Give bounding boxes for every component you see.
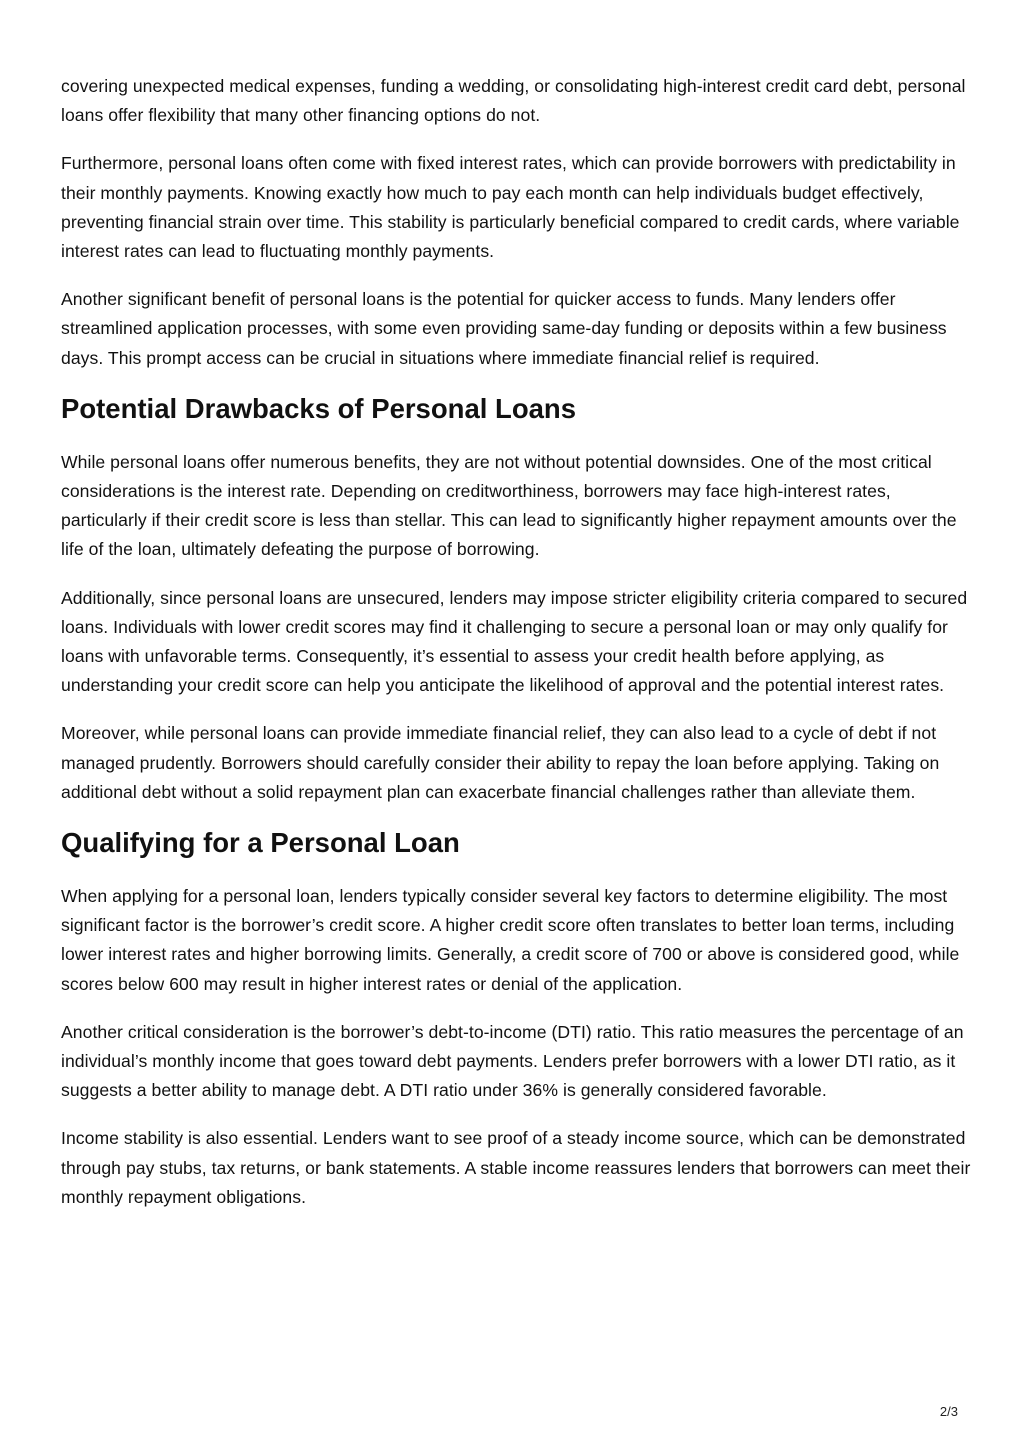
- paragraph-fixed-interest-rates: Furthermore, personal loans often come with fixed interest rates, which can provide borrowers with predictability in their monthly payments. Knowing exactly how much to pay each month can help individuals budget effectively, preventing financial strain over time. This stability is particularly beneficial compared to credit cards, where variable interest rates can lead to fluctuating monthly payments.: [61, 153, 960, 262]
- document-body: [61, 72, 971, 1231]
- paragraph-debt-cycle: Moreover, while personal loans can provide immediate financial relief, they can also lead to a cycle of debt if not managed prudently. Borrowers should carefully consider their ability to repay the loan before applying. Taking on additional debt without a solid repayment plan can exacerbate financial challenges rather than alleviate them.: [61, 723, 940, 802]
- paragraph-eligibility-criteria: Additionally, since personal loans are unsecured, lenders may impose stricter eligibility criteria compared to secured loans. Individuals with lower credit scores may find it challenging to secure a personal loan or may only qualify for loans with unfavorable terms. Consequently, it’s essential to assess your credit health before applying, as understanding your credit score can help you anticipate the likelihood of approval and the potential interest rates.: [61, 587, 968, 696]
- paragraph-income-stability: Income stability is also essential. Lenders want to see proof of a steady income source, which can be demonstrated through pay stubs, tax returns, or bank statements. A stable income reassures lenders that borrowers can meet their monthly repayment obligations.: [61, 1128, 971, 1207]
- heading-qualifying: Qualifying for a Personal Loan: [61, 827, 460, 859]
- page-number: 2/3: [939, 1404, 958, 1419]
- paragraph-quicker-access: Another significant benefit of personal loans is the potential for quicker access to funds. Many lenders offer streamlined application processes, with some even providing same-day funding or deposits within a few business days. This prompt access can be crucial in situations where immediate financial relief is required.: [61, 289, 947, 368]
- paragraph-interest-rate-downsides: While personal loans offer numerous benefits, they are not without potential downsides. One of the most critical considerations is the interest rate. Depending on creditworthiness, borrowers may face high-interest rates, particularly if their credit score is less than stellar. This can lead to significantly higher repayment amounts over the life of the loan, ultimately defeating the purpose of borrowing.: [61, 451, 957, 560]
- paragraph-credit-score: When applying for a personal loan, lenders typically consider several key factors to determine eligibility. The most significant factor is the borrower’s credit score. A higher credit score often translates to better loan terms, including lower interest rates and higher borrowing limits. Generally, a credit score of 700 or above is considered good, while scores below 600 may result in higher interest rates or denial of the application.: [61, 886, 960, 994]
- paragraph-dti-ratio: Another critical consideration is the borrower’s debt-to-income (DTI) ratio. This ratio measures the percentage of an individual’s monthly income that goes toward debt payments. Lenders prefer borrowers with a lower DTI ratio, as it suggests a better ability to manage debt. A DTI ratio under 36% is generally considered favorable.: [61, 1021, 964, 1101]
- paragraph-medical-expenses: covering unexpected medical expenses, funding a wedding, or consolidating high-interest credit card debt, personal loans offer flexibility that many other financing options do not.: [61, 76, 966, 126]
- heading-potential-drawbacks: Potential Drawbacks of Personal Loans: [61, 392, 577, 424]
